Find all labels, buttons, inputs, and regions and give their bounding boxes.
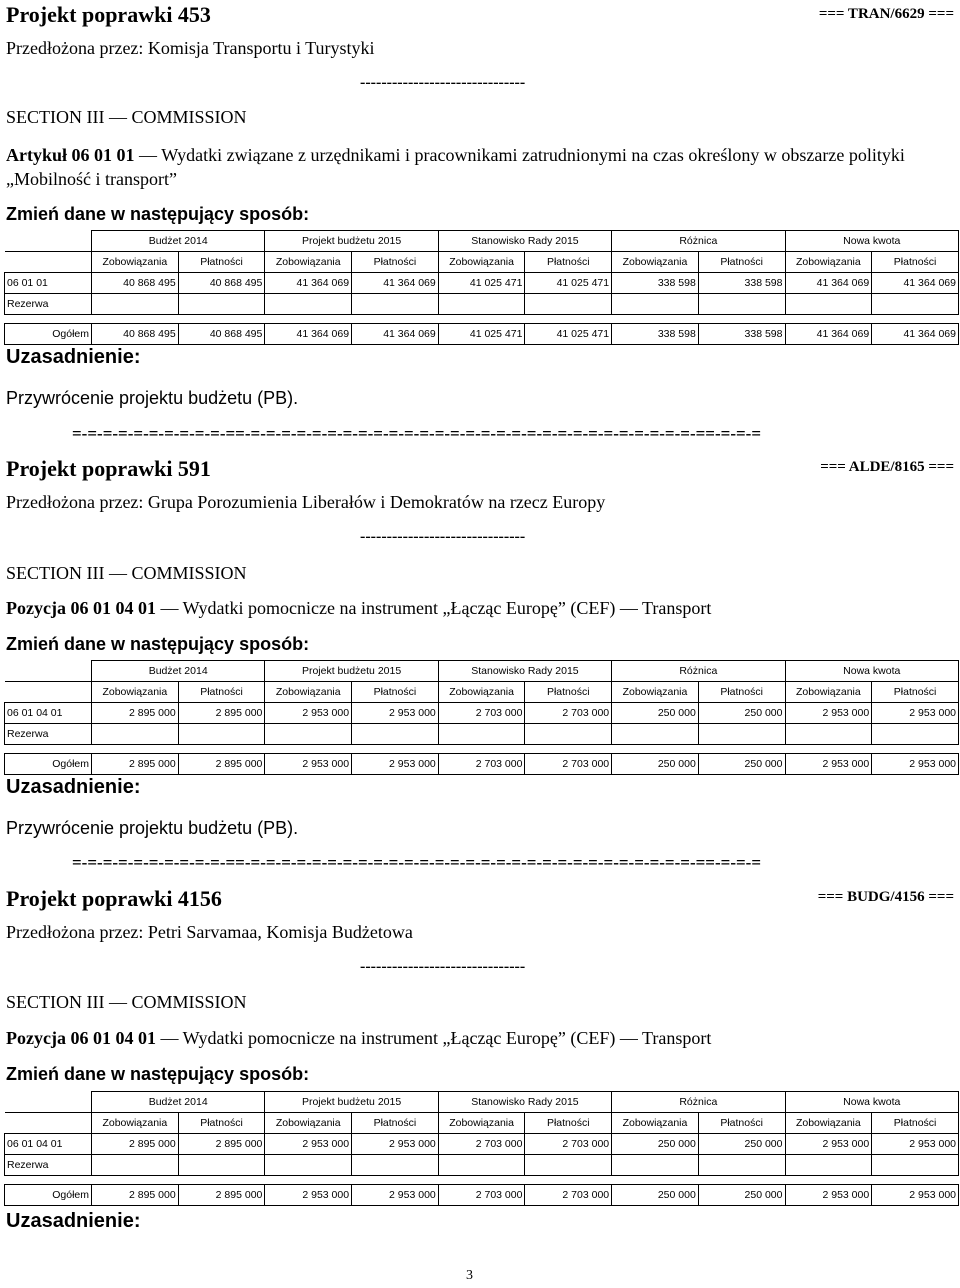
amendment-title: Projekt poprawki 453 (6, 2, 211, 27)
cell (612, 724, 699, 745)
row-label: 06 01 01 (5, 273, 92, 294)
dash-divider: ------------------------------- (360, 74, 526, 91)
page-number: 3 (466, 1268, 473, 1283)
amendment-code: === TRAN/6629 === (818, 6, 954, 22)
cell (612, 1155, 699, 1176)
sub-header: Zobowiązania (92, 1113, 179, 1134)
separator-line: =-=-=-=-=-=-=-=-=-=-==-=-=-=-=-=-=-=-=-=-=-=-=-=-=-=-=-=-=-=-=-=-=-=-=-=-=-=-=-=-==-=-=-= (72, 853, 762, 872)
group-header: Różnica (612, 231, 785, 252)
group-header: Budżet 2014 (92, 1092, 265, 1113)
cell: 250 000 (698, 1134, 785, 1155)
heading-bold: Pozycja 06 01 04 01 (6, 598, 156, 618)
cell: 250 000 (698, 754, 785, 775)
cell (438, 294, 525, 315)
group-header: Różnica (612, 661, 785, 682)
cell: 2 953 000 (785, 754, 872, 775)
cell: 2 703 000 (438, 703, 525, 724)
cell: 2 703 000 (525, 703, 612, 724)
sub-header: Płatności (178, 252, 265, 273)
cell: 41 025 471 (438, 273, 525, 294)
corner-cell (5, 1113, 92, 1134)
cell: 41 025 471 (525, 324, 612, 345)
cell (352, 294, 439, 315)
sub-header: Płatności (698, 252, 785, 273)
corner-cell (5, 231, 92, 252)
cell (785, 1155, 872, 1176)
cell: 2 953 000 (352, 754, 439, 775)
table-row (5, 1155, 959, 1176)
budget-table (4, 660, 959, 775)
cell: 2 895 000 (92, 1134, 179, 1155)
cell (525, 724, 612, 745)
heading-rest: — Wydatki pomocnicze na instrument „Łącząc Europę” (CEF) — Transport (155, 598, 712, 618)
cell (178, 724, 265, 745)
group-header: Nowa kwota (785, 231, 959, 252)
submitted-by: Przedłożona przez: Komisja Transportu i Turystyki (6, 38, 375, 58)
cell: 2 703 000 (525, 1134, 612, 1155)
cell: 2 895 000 (92, 1185, 179, 1206)
cell: 2 953 000 (785, 1134, 872, 1155)
row-label: Rezerwa (5, 1155, 92, 1176)
cell (872, 724, 959, 745)
heading-bold: Pozycja 06 01 04 01 (6, 1028, 156, 1048)
sub-header: Zobowiązania (92, 252, 179, 273)
cell (265, 1155, 352, 1176)
cell: 2 895 000 (92, 754, 179, 775)
table-row (5, 703, 959, 724)
table-row (5, 273, 959, 294)
cell: 250 000 (612, 703, 699, 724)
sub-header: Zobowiązania (438, 682, 525, 703)
cell: 40 868 495 (178, 273, 265, 294)
sub-header: Płatności (178, 682, 265, 703)
cell (872, 1155, 959, 1176)
sub-header: Zobowiązania (612, 1113, 699, 1134)
cell (178, 1155, 265, 1176)
sub-header: Płatności (872, 1113, 959, 1134)
cell: 2 953 000 (265, 754, 352, 775)
table-row (5, 1134, 959, 1155)
group-header: Budżet 2014 (92, 231, 265, 252)
cell: 2 953 000 (872, 1185, 959, 1206)
cell: 41 364 069 (265, 324, 352, 345)
cell: 40 868 495 (178, 324, 265, 345)
cell: 40 868 495 (92, 273, 179, 294)
change-instruction: Zmień dane w następujący sposób: (6, 1064, 310, 1084)
cell (698, 294, 785, 315)
sub-header: Płatności (352, 682, 439, 703)
section-label: SECTION III — COMMISSION (6, 107, 247, 127)
submitted-by: Przedłożona przez: Grupa Porozumienia Liberałów i Demokratów na rzecz Europy (6, 492, 606, 512)
cell: 2 703 000 (525, 1185, 612, 1206)
section-label: SECTION III — COMMISSION (6, 563, 247, 583)
sub-header: Zobowiązania (785, 1113, 872, 1134)
group-header: Projekt budżetu 2015 (265, 1092, 438, 1113)
cell (92, 724, 179, 745)
sub-header: Płatności (525, 682, 612, 703)
cell: 2 953 000 (872, 1134, 959, 1155)
cell: 2 895 000 (178, 703, 265, 724)
cell (698, 724, 785, 745)
sub-header: Zobowiązania (785, 252, 872, 273)
cell: 250 000 (698, 703, 785, 724)
sub-header: Płatności (698, 1113, 785, 1134)
cell (265, 294, 352, 315)
sub-header: Zobowiązania (785, 682, 872, 703)
table-row (5, 294, 959, 315)
sub-header: Płatności (178, 1113, 265, 1134)
heading-rest: — Wydatki pomocnicze na instrument „Łącząc Europę” (CEF) — Transport (155, 1028, 712, 1048)
budget-line-heading (6, 143, 954, 191)
justification-text: Przywrócenie projektu budżetu (PB). (6, 388, 299, 408)
cell: 2 953 000 (265, 1185, 352, 1206)
budget-table (4, 230, 959, 345)
total-label: Ogółem (5, 754, 92, 775)
total-label: Ogółem (5, 324, 92, 345)
cell: 2 703 000 (438, 1134, 525, 1155)
row-label: 06 01 04 01 (5, 1134, 92, 1155)
sub-header: Płatności (525, 1113, 612, 1134)
row-label: 06 01 04 01 (5, 703, 92, 724)
cell: 2 895 000 (178, 1134, 265, 1155)
budget-line-heading (6, 598, 711, 619)
cell (265, 724, 352, 745)
cell: 41 025 471 (438, 324, 525, 345)
amendment-title: Projekt poprawki 4156 (6, 886, 222, 911)
budget-table (4, 1091, 959, 1206)
cell (438, 724, 525, 745)
cell: 2 953 000 (265, 703, 352, 724)
spacer-row (5, 745, 959, 754)
cell: 41 025 471 (525, 273, 612, 294)
cell (352, 724, 439, 745)
cell: 41 364 069 (785, 273, 872, 294)
heading-bold: Artykuł 06 01 01 (6, 145, 135, 165)
corner-cell (5, 252, 92, 273)
separator-line: =-=-=-=-=-=-=-=-=-=-==-=-=-=-=-=-=-=-=-=-=-=-=-=-=-=-=-=-=-=-=-=-=-=-=-=-=-=-=-=-==-=-=-= (72, 424, 762, 443)
group-header: Projekt budżetu 2015 (265, 661, 438, 682)
cell: 41 364 069 (872, 273, 959, 294)
cell: 2 953 000 (872, 703, 959, 724)
cell: 41 364 069 (872, 324, 959, 345)
group-header: Stanowisko Rady 2015 (438, 661, 611, 682)
cell: 41 364 069 (265, 273, 352, 294)
cell (352, 1155, 439, 1176)
submitted-by: Przedłożona przez: Petri Sarvamaa, Komisja Budżetowa (6, 922, 413, 942)
cell: 2 895 000 (178, 754, 265, 775)
group-header: Budżet 2014 (92, 661, 265, 682)
cell: 2 895 000 (92, 703, 179, 724)
cell: 338 598 (698, 273, 785, 294)
sub-header: Płatności (525, 252, 612, 273)
total-label: Ogółem (5, 1185, 92, 1206)
total-row (5, 754, 959, 775)
cell: 2 703 000 (438, 754, 525, 775)
cell (438, 1155, 525, 1176)
corner-cell (5, 1092, 92, 1113)
cell (525, 294, 612, 315)
sub-header: Zobowiązania (265, 1113, 352, 1134)
group-header: Nowa kwota (785, 1092, 959, 1113)
cell: 41 364 069 (785, 324, 872, 345)
cell: 2 895 000 (178, 1185, 265, 1206)
cell (698, 1155, 785, 1176)
cell: 2 953 000 (872, 754, 959, 775)
sub-header: Płatności (352, 1113, 439, 1134)
row-label: Rezerwa (5, 724, 92, 745)
cell (92, 1155, 179, 1176)
amendment-code: === ALDE/8165 === (820, 459, 954, 475)
cell: 2 953 000 (785, 703, 872, 724)
budget-line-heading (6, 1028, 711, 1049)
justification-label: Uzasadnienie: (6, 776, 141, 798)
cell (525, 1155, 612, 1176)
heading-rest: — Wydatki związane z urzędnikami i pracownikami zatrudnionymi na czas określony w obszarze polityki „Mobilność i transport” (6, 145, 905, 189)
group-header: Stanowisko Rady 2015 (438, 1092, 611, 1113)
dash-divider: ------------------------------- (360, 958, 526, 975)
spacer-row (5, 315, 959, 324)
group-header: Różnica (612, 1092, 785, 1113)
row-label: Rezerwa (5, 294, 92, 315)
sub-header: Płatności (352, 252, 439, 273)
cell (872, 294, 959, 315)
spacer-row (5, 1176, 959, 1185)
cell: 250 000 (698, 1185, 785, 1206)
cell (612, 294, 699, 315)
section-label: SECTION III — COMMISSION (6, 992, 247, 1012)
cell: 338 598 (612, 273, 699, 294)
cell: 2 953 000 (352, 703, 439, 724)
table-row (5, 724, 959, 745)
cell (92, 294, 179, 315)
cell: 40 868 495 (92, 324, 179, 345)
cell: 250 000 (612, 1185, 699, 1206)
sub-header: Zobowiązania (438, 1113, 525, 1134)
group-header: Nowa kwota (785, 661, 959, 682)
amendment-code: === BUDG/4156 === (817, 889, 954, 905)
cell: 250 000 (612, 1134, 699, 1155)
amendment-title: Projekt poprawki 591 (6, 456, 211, 481)
cell: 41 364 069 (352, 324, 439, 345)
sub-header: Zobowiązania (265, 682, 352, 703)
sub-header: Zobowiązania (612, 682, 699, 703)
cell: 2 953 000 (352, 1185, 439, 1206)
sub-header: Zobowiązania (612, 252, 699, 273)
sub-header: Zobowiązania (438, 252, 525, 273)
change-instruction: Zmień dane w następujący sposób: (6, 204, 310, 224)
cell: 2 703 000 (525, 754, 612, 775)
cell: 2 953 000 (265, 1134, 352, 1155)
sub-header: Zobowiązania (92, 682, 179, 703)
dash-divider: ------------------------------- (360, 528, 526, 545)
cell: 250 000 (612, 754, 699, 775)
justification-label: Uzasadnienie: (6, 1210, 141, 1232)
cell (178, 294, 265, 315)
cell (785, 294, 872, 315)
corner-cell (5, 661, 92, 682)
cell: 338 598 (612, 324, 699, 345)
cell: 2 703 000 (438, 1185, 525, 1206)
cell: 41 364 069 (352, 273, 439, 294)
sub-header: Płatności (872, 682, 959, 703)
corner-cell (5, 682, 92, 703)
justification-text: Przywrócenie projektu budżetu (PB). (6, 818, 299, 838)
group-header: Stanowisko Rady 2015 (438, 231, 611, 252)
total-row (5, 1185, 959, 1206)
total-row (5, 324, 959, 345)
sub-header: Zobowiązania (265, 252, 352, 273)
group-header: Projekt budżetu 2015 (265, 231, 438, 252)
sub-header: Płatności (872, 252, 959, 273)
cell: 2 953 000 (352, 1134, 439, 1155)
cell (785, 724, 872, 745)
cell: 2 953 000 (785, 1185, 872, 1206)
cell: 338 598 (698, 324, 785, 345)
sub-header: Płatności (698, 682, 785, 703)
change-instruction: Zmień dane w następujący sposób: (6, 634, 310, 654)
justification-label: Uzasadnienie: (6, 346, 141, 368)
